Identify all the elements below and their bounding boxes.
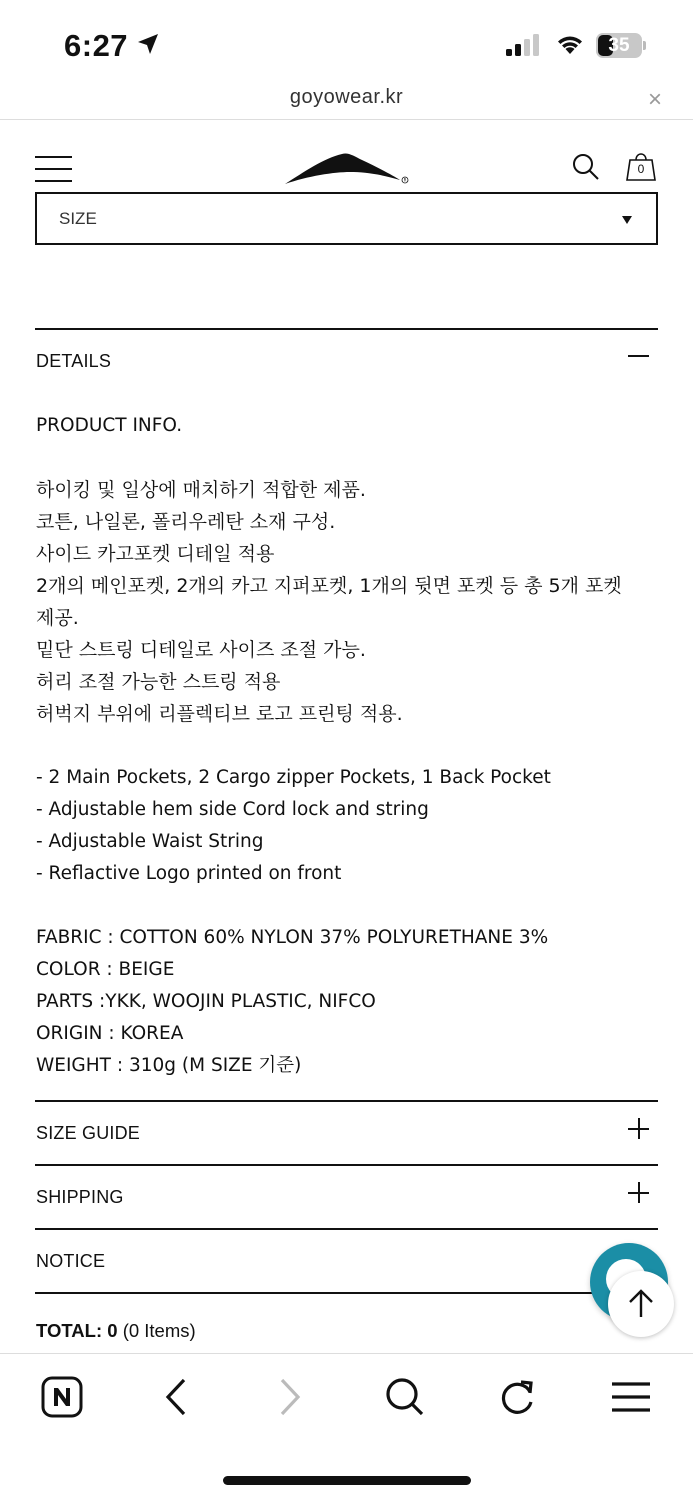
spec-line: ORIGIN : KOREA [36,1023,184,1044]
size-select[interactable] [35,192,658,245]
details-line: 허리 조절 가능한 스트링 적용 [36,671,281,693]
close-icon[interactable]: × [648,86,663,113]
naver-app-icon[interactable] [41,1376,83,1418]
url-text[interactable]: goyowear.kr [289,86,404,108]
accordion-shipping-title[interactable]: SHIPPING [36,1187,124,1207]
search-icon[interactable] [572,153,600,181]
menu-icon[interactable] [35,156,72,182]
cart-count: 0 [637,162,645,176]
details-line: 2개의 메인포켓, 2개의 카고 지퍼포켓, 1개의 뒷면 포켓 등 총 5개 포켓 [36,575,622,597]
refresh-icon[interactable] [497,1376,537,1418]
divider [35,1164,658,1166]
spec-line: FABRIC : COTTON 60% NYLON 37% POLYURETHANE 3% [36,927,549,948]
accordion-details-title[interactable]: DETAILS [36,351,112,371]
divider [35,1228,658,1230]
details-content [36,410,666,1082]
spec-line: WEIGHT : 310g (M SIZE 기준) [36,1055,302,1076]
expand-plus-icon[interactable] [628,1182,649,1203]
arrow-up-icon [608,1271,674,1337]
location-arrow-icon [136,32,160,56]
status-time: 6:27 [64,28,129,63]
scroll-top-button[interactable] [608,1271,674,1337]
accordion-size-guide-title[interactable]: SIZE GUIDE [36,1123,141,1143]
details-line: 하이킹 및 일상에 매치하기 적합한 제품. [36,479,366,501]
product-info-heading: PRODUCT INFO. [36,415,183,436]
back-icon[interactable] [160,1376,192,1418]
svg-text:R: R [403,177,407,183]
details-line: - Adjustable hem side Cord lock and string [36,799,429,820]
spec-line: COLOR : BEIGE [36,959,175,980]
divider [35,1100,658,1102]
accordion-notice-title[interactable]: NOTICE [36,1251,106,1271]
status-bar [0,0,693,84]
size-select-label: SIZE [59,209,97,228]
cellular-signal-icon [506,34,542,56]
battery-percent: 35 [608,35,630,56]
details-line: - Adjustable Waist String [36,831,264,852]
home-indicator [223,1476,471,1485]
forward-icon[interactable] [274,1376,306,1418]
caret-down-icon [622,216,632,224]
wifi-icon [555,33,585,55]
details-line: 밑단 스트링 디테일로 사이즈 조절 가능. [36,639,366,661]
details-line: 코튼, 나일론, 폴리우레탄 소재 구성. [36,511,336,533]
details-line: 허벅지 부위에 리플렉티브 로고 프린팅 적용. [36,703,403,725]
divider [35,1292,658,1294]
battery-indicator [596,33,646,58]
brand-logo[interactable] [284,150,412,186]
browser-url-bar[interactable] [0,84,693,120]
search-icon[interactable] [384,1376,426,1418]
menu-icon[interactable] [610,1376,652,1418]
total-items: (0 Items) [122,1320,196,1341]
collapse-minus-icon[interactable] [628,355,649,357]
expand-plus-icon[interactable] [628,1118,649,1139]
total-label: TOTAL: [36,1320,103,1341]
total-amount: 0 [107,1320,118,1341]
cart-total [36,1320,196,1342]
spec-line: PARTS :YKK, WOOJIN PLASTIC, NIFCO [36,991,376,1012]
details-line: 사이드 카고포켓 디테일 적용 [36,543,275,565]
details-line: - Reflactive Logo printed on front [36,863,342,884]
details-line: - 2 Main Pockets, 2 Cargo zipper Pockets, 1 Back Pocket [36,767,551,788]
details-line: 제공. [36,607,79,629]
cart-button[interactable] [624,150,658,182]
divider [35,328,658,330]
